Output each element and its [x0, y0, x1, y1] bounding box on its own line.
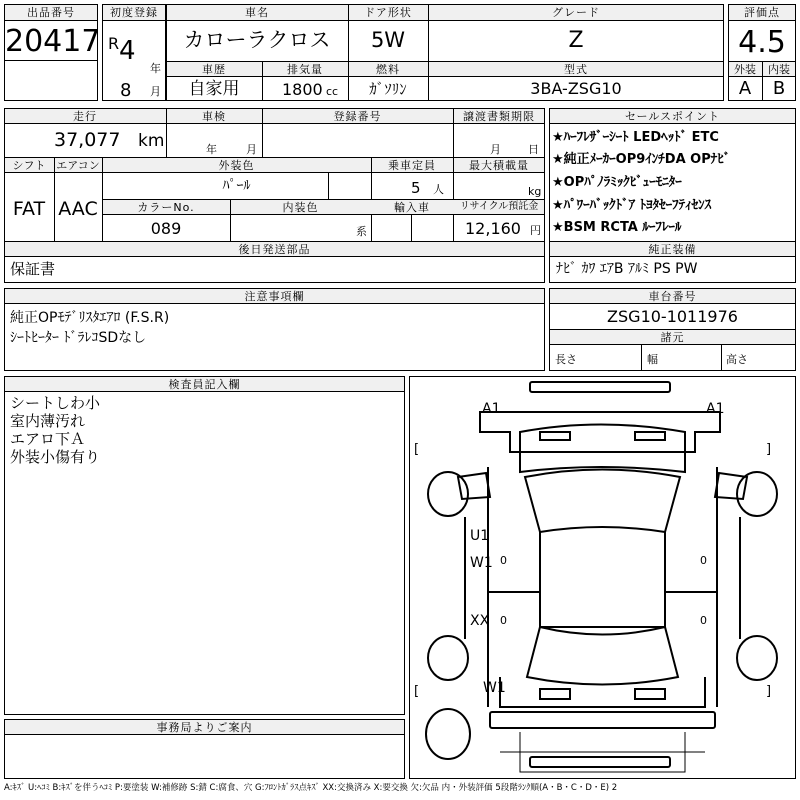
car-outline-svg — [410, 377, 795, 778]
zero-left-2: 0 — [500, 614, 507, 627]
max-load-unit: kg — [528, 185, 542, 198]
model-code: 3BA-ZSG10 — [530, 79, 622, 98]
mark-rear-door: XX — [470, 613, 490, 629]
ext-color-label: 外装色 — [218, 159, 255, 172]
car-name-label: 車名 — [245, 6, 269, 19]
chassis-label: 車台番号 — [648, 290, 697, 303]
inspector-line-3: エアロ下Ａ — [10, 430, 86, 448]
inspection-label: 車検 — [202, 110, 226, 123]
grade-label: グレード — [552, 6, 600, 19]
overall-score: 4.5 — [738, 25, 786, 60]
displacement: 1800 — [282, 80, 323, 99]
exterior-grade: A — [738, 78, 752, 99]
grade: Z — [568, 28, 584, 53]
notes-line-2: ｼｰﾄﾋｰﾀｰ ﾄﾞﾗﾚｺSDなし — [10, 330, 147, 346]
mark-door-upper: U1 — [470, 528, 490, 544]
import-label: 輸入車 — [394, 201, 430, 214]
legend: A:ｷｽﾞ U:ﾍｺﾐ B:ｷｽﾞを伴うﾍｺﾐ P:要塗装 W:補修跡 S:錆 C:腐食、穴 G:ﾌﾛﾝﾄｶﾞﾗｽ点ｷｽﾞ XX:交換済み X:要交換 欠:欠品 内・外装評価 5段階ﾗﾝｸ順(A・B・C・D・E) 2 — [4, 783, 618, 793]
recycle-unit: 円 — [530, 224, 541, 237]
fuel-type: ｶﾞｿﾘﾝ — [369, 80, 407, 98]
bracket-left-2: [ — [414, 684, 420, 699]
inspector-line-4: 外装小傷有り — [10, 448, 101, 466]
mileage-label: 走行 — [73, 110, 97, 123]
mileage: 37,077 — [54, 129, 121, 151]
sales-points-label: セールスポイント — [624, 110, 720, 123]
recycle-label: リサイクル預託金 — [459, 201, 539, 212]
mark-door-w: W1 — [470, 555, 493, 571]
car-history: 自家用 — [188, 79, 240, 99]
displacement-unit: cc — [326, 85, 339, 98]
length-label: 長さ — [555, 353, 577, 366]
fuel-label: 燃料 — [376, 63, 400, 76]
mark-rear-w: W1 — [483, 680, 506, 696]
later-parts: 保証書 — [10, 260, 56, 278]
sales-point-3: ★OPﾊﾟﾉﾗﾐｯｸﾋﾞｭｰﾓﾆﾀｰ — [552, 175, 682, 190]
notes-line-1: 純正OPﾓﾃﾞﾘｽﾀｴｱﾛ (F.S.R) — [10, 310, 170, 326]
first-registration-label: 初度登録 — [110, 6, 158, 19]
zero-right-2: 0 — [700, 614, 707, 627]
sales-point-2: ★純正ﾒｰｶｰOP9ｲﾝﾁDA OPﾅﾋﾞ — [552, 152, 731, 167]
sales-point-4: ★ﾊﾟﾜｰﾊﾞｯｸﾄﾞｱ ﾄﾖﾀｾｰﾌﾃｨｾﾝｽ — [552, 198, 712, 213]
sales-point-1: ★ﾊｰﾌﾚｻﾞｰｼｰﾄ LEDﾍｯﾄﾞ ETC — [552, 130, 719, 145]
model-code-label: 型式 — [564, 63, 588, 76]
exterior-label: 外装 — [734, 63, 756, 76]
era: R — [108, 34, 120, 53]
color-number-label: カラーNo. — [137, 201, 195, 214]
equipment-label: 純正装備 — [648, 243, 697, 256]
interior-label: 内装 — [768, 63, 790, 76]
ac-label: エアコン — [56, 159, 100, 172]
color-number: 089 — [150, 219, 182, 238]
later-parts-label: 後日発送部品 — [238, 243, 311, 256]
inspector-line-1: シートしわ小 — [10, 394, 101, 412]
registration-year: 4 — [119, 36, 136, 66]
equipment: ﾅﾋﾞ ｶﾜ ｴｱB ｱﾙﾐ PS PW — [556, 261, 698, 277]
mark-front-left: A1 — [482, 401, 501, 417]
int-color-label: 内装色 — [282, 201, 319, 214]
int-color-unit: 系 — [356, 225, 367, 238]
bracket-right-2: ] — [766, 684, 772, 699]
door-type: 5W — [370, 28, 406, 52]
shift-label: シフト — [12, 159, 46, 172]
office-label: 事務局よりご案内 — [156, 721, 253, 734]
zero-left-1: 0 — [500, 554, 507, 567]
mark-front-right: A1 — [706, 401, 725, 417]
displacement-label: 排気量 — [287, 63, 323, 76]
interior-grade: B — [772, 78, 786, 99]
shift-type: FAT — [12, 198, 46, 220]
zero-right-1: 0 — [700, 554, 707, 567]
mileage-unit: km — [138, 131, 165, 151]
month-unit: 月 — [150, 85, 161, 98]
chassis-number: ZSG10-1011976 — [607, 307, 738, 326]
dims-label: 諸元 — [660, 331, 685, 344]
inspection-month-unit: 月 — [246, 143, 257, 156]
ac-type: AAC — [58, 198, 98, 220]
lot-number: 20417 — [5, 24, 101, 59]
inspector-line-2: 室内薄汚れ — [10, 412, 86, 430]
history-label: 車歴 — [202, 63, 226, 76]
width-label: 幅 — [647, 353, 658, 366]
capacity-unit: 人 — [433, 183, 444, 196]
bracket-left-1: [ — [414, 442, 420, 457]
inspector-label: 検査員記入欄 — [168, 378, 241, 391]
capacity: 5 — [411, 179, 421, 197]
bracket-right-1: ] — [766, 442, 772, 457]
transfer-deadline-label: 譲渡書類期限 — [463, 110, 535, 123]
score-label: 評価点 — [744, 6, 780, 19]
year-unit: 年 — [150, 62, 161, 75]
notes-label: 注意事項欄 — [244, 290, 305, 303]
exterior-color: ﾊﾟｰﾙ — [222, 178, 251, 194]
capacity-label: 乗車定員 — [388, 159, 436, 172]
lot-number-label: 出品番号 — [27, 6, 75, 19]
height-label: 高さ — [726, 353, 748, 366]
recycle-fee: 12,160 — [465, 219, 521, 238]
inspection-year-unit: 年 — [206, 143, 217, 156]
transfer-month-unit: 月 — [490, 143, 501, 156]
car-name: カローラクロス — [183, 28, 331, 52]
sales-point-5: ★BSM RCTA ﾙｰﾌﾚｰﾙ — [552, 220, 682, 235]
door-label: ドア形状 — [364, 6, 412, 19]
registration-month: 8 — [120, 80, 132, 101]
reg-number-label: 登録番号 — [333, 110, 382, 123]
damage-diagram — [409, 376, 796, 779]
max-load-label: 最大積載量 — [469, 159, 529, 172]
transfer-day-unit: 日 — [528, 143, 539, 156]
